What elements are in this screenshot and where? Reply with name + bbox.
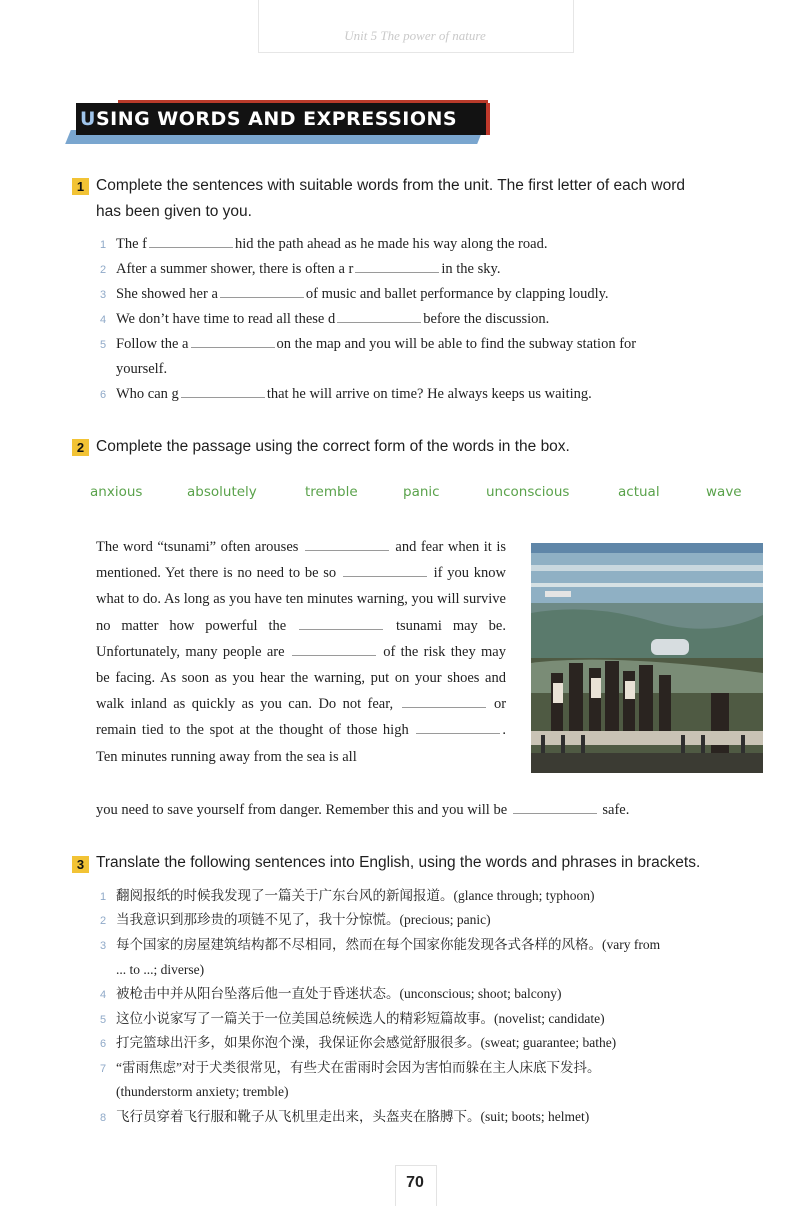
exercise-item: 4 We don’t have time to read all these d before the discussion.: [100, 311, 550, 327]
word-box-item: anxious: [90, 484, 143, 500]
translation-item: 3 每个国家的房屋建筑结构都不尽相同，然而在每个国家你能发现各式各样的风格。(vary from: [100, 937, 661, 952]
exercise-item: 2 After a summer shower, there is often a r in the sky.: [100, 261, 501, 277]
answer-blank[interactable]: [220, 285, 304, 298]
answer-blank[interactable]: [191, 335, 275, 348]
translation-item: 4 被枪击中并从阳台坠落后他一直处于昏迷状态。(unconscious; shoot; balcony): [100, 986, 562, 1001]
translation-item-continued: (thunderstorm anxiety; tremble): [116, 1084, 289, 1099]
page-number: 70: [406, 1174, 424, 1191]
answer-blank[interactable]: [181, 385, 265, 398]
section-3-number: 3: [72, 856, 89, 873]
translation-item: 2 当我意识到那珍贵的项链不见了，我十分惊慌。(precious; panic): [100, 912, 491, 927]
header-frame: [258, 0, 574, 53]
exercise-item-continued: yourself.: [116, 361, 168, 377]
section-2-title: Complete the passage using the correct form of the words in the box.: [96, 438, 570, 455]
answer-blank[interactable]: [402, 695, 486, 708]
section-1-title: Complete the sentences with suitable words from the unit. The first letter of each word has been given to you.: [96, 177, 685, 220]
answer-blank[interactable]: [513, 801, 597, 814]
answer-blank[interactable]: [355, 260, 439, 273]
running-title: Unit 5 The power of nature: [344, 28, 486, 43]
translation-item: 5 这位小说家写了一篇关于一位美国总统候选人的精彩短篇故事。(novelist; candidate): [100, 1011, 605, 1026]
answer-blank[interactable]: [292, 643, 376, 656]
translation-item: 7 “雷雨焦虑”对于犬类很常见，有些犬在雷雨时会因为害怕而躲在主人床底下发抖。: [100, 1060, 601, 1075]
answer-blank[interactable]: [337, 310, 421, 323]
translation-item: 1 翻阅报纸的时候我发现了一篇关于广东台风的新闻报道。(glance through; typhoon): [100, 888, 595, 903]
answer-blank[interactable]: [305, 538, 389, 551]
section-1-number: 1: [72, 178, 89, 195]
word-box-item: panic: [403, 484, 440, 500]
word-box-item: tremble: [305, 484, 358, 500]
word-box: [88, 480, 768, 504]
section-3-title: Translate the following sentences into English, using the words and phrases in brackets.: [96, 854, 701, 871]
answer-blank[interactable]: [299, 617, 383, 630]
answer-blank[interactable]: [343, 564, 427, 577]
passage-ending: you need to save yourself from danger. Remember this and you will be safe.: [96, 802, 630, 818]
passage: The word “tsunami” often arouses and fear when it is mentioned. Yet there is no need to be so if you know what to do. As long as you have ten minutes warning, you will survive no matter how powerful the tsunami may be. Unfortunately, many people are of the risk they may be facing. As soon as you hear the warning, put on your shoes and walk inland as quickly as you can. Do not fear, or remain tied to the spot at the thought of those high . Ten minutes running away from the sea is all: [96, 539, 507, 765]
translation-item-continued: ... to ...; diverse): [116, 962, 205, 977]
exercise-item: 3 She showed her a of music and ballet performance by clapping loudly.: [100, 286, 609, 302]
banner-title: USING WORDS AND EXPRESSIONS: [80, 108, 458, 130]
exercise-item: 5 Follow the a on the map and you will be able to find the subway station for: [100, 336, 637, 352]
tsunami-photo: [531, 543, 763, 773]
answer-blank[interactable]: [149, 235, 233, 248]
answer-blank[interactable]: [416, 721, 500, 734]
exercise-item: 1 The f hid the path ahead as he made his way along the road.: [100, 236, 548, 252]
word-box-item: actual: [618, 484, 660, 500]
word-box-item: unconscious: [486, 484, 570, 500]
section-2-number: 2: [72, 439, 89, 456]
translation-item: 8 飞行员穿着飞行服和靴子从飞机里走出来，头盔夹在胳膊下。(suit; boots; helmet): [100, 1109, 590, 1124]
word-box-item: wave: [706, 484, 742, 500]
translation-item: 6 打完篮球出汗多，如果你泡个澡，我保证你会感觉舒服很多。(sweat; guarantee; bathe): [100, 1035, 617, 1050]
word-box-item: absolutely: [187, 484, 257, 500]
exercise-item: 6 Who can g that he will arrive on time? He always keeps us waiting.: [100, 386, 592, 402]
